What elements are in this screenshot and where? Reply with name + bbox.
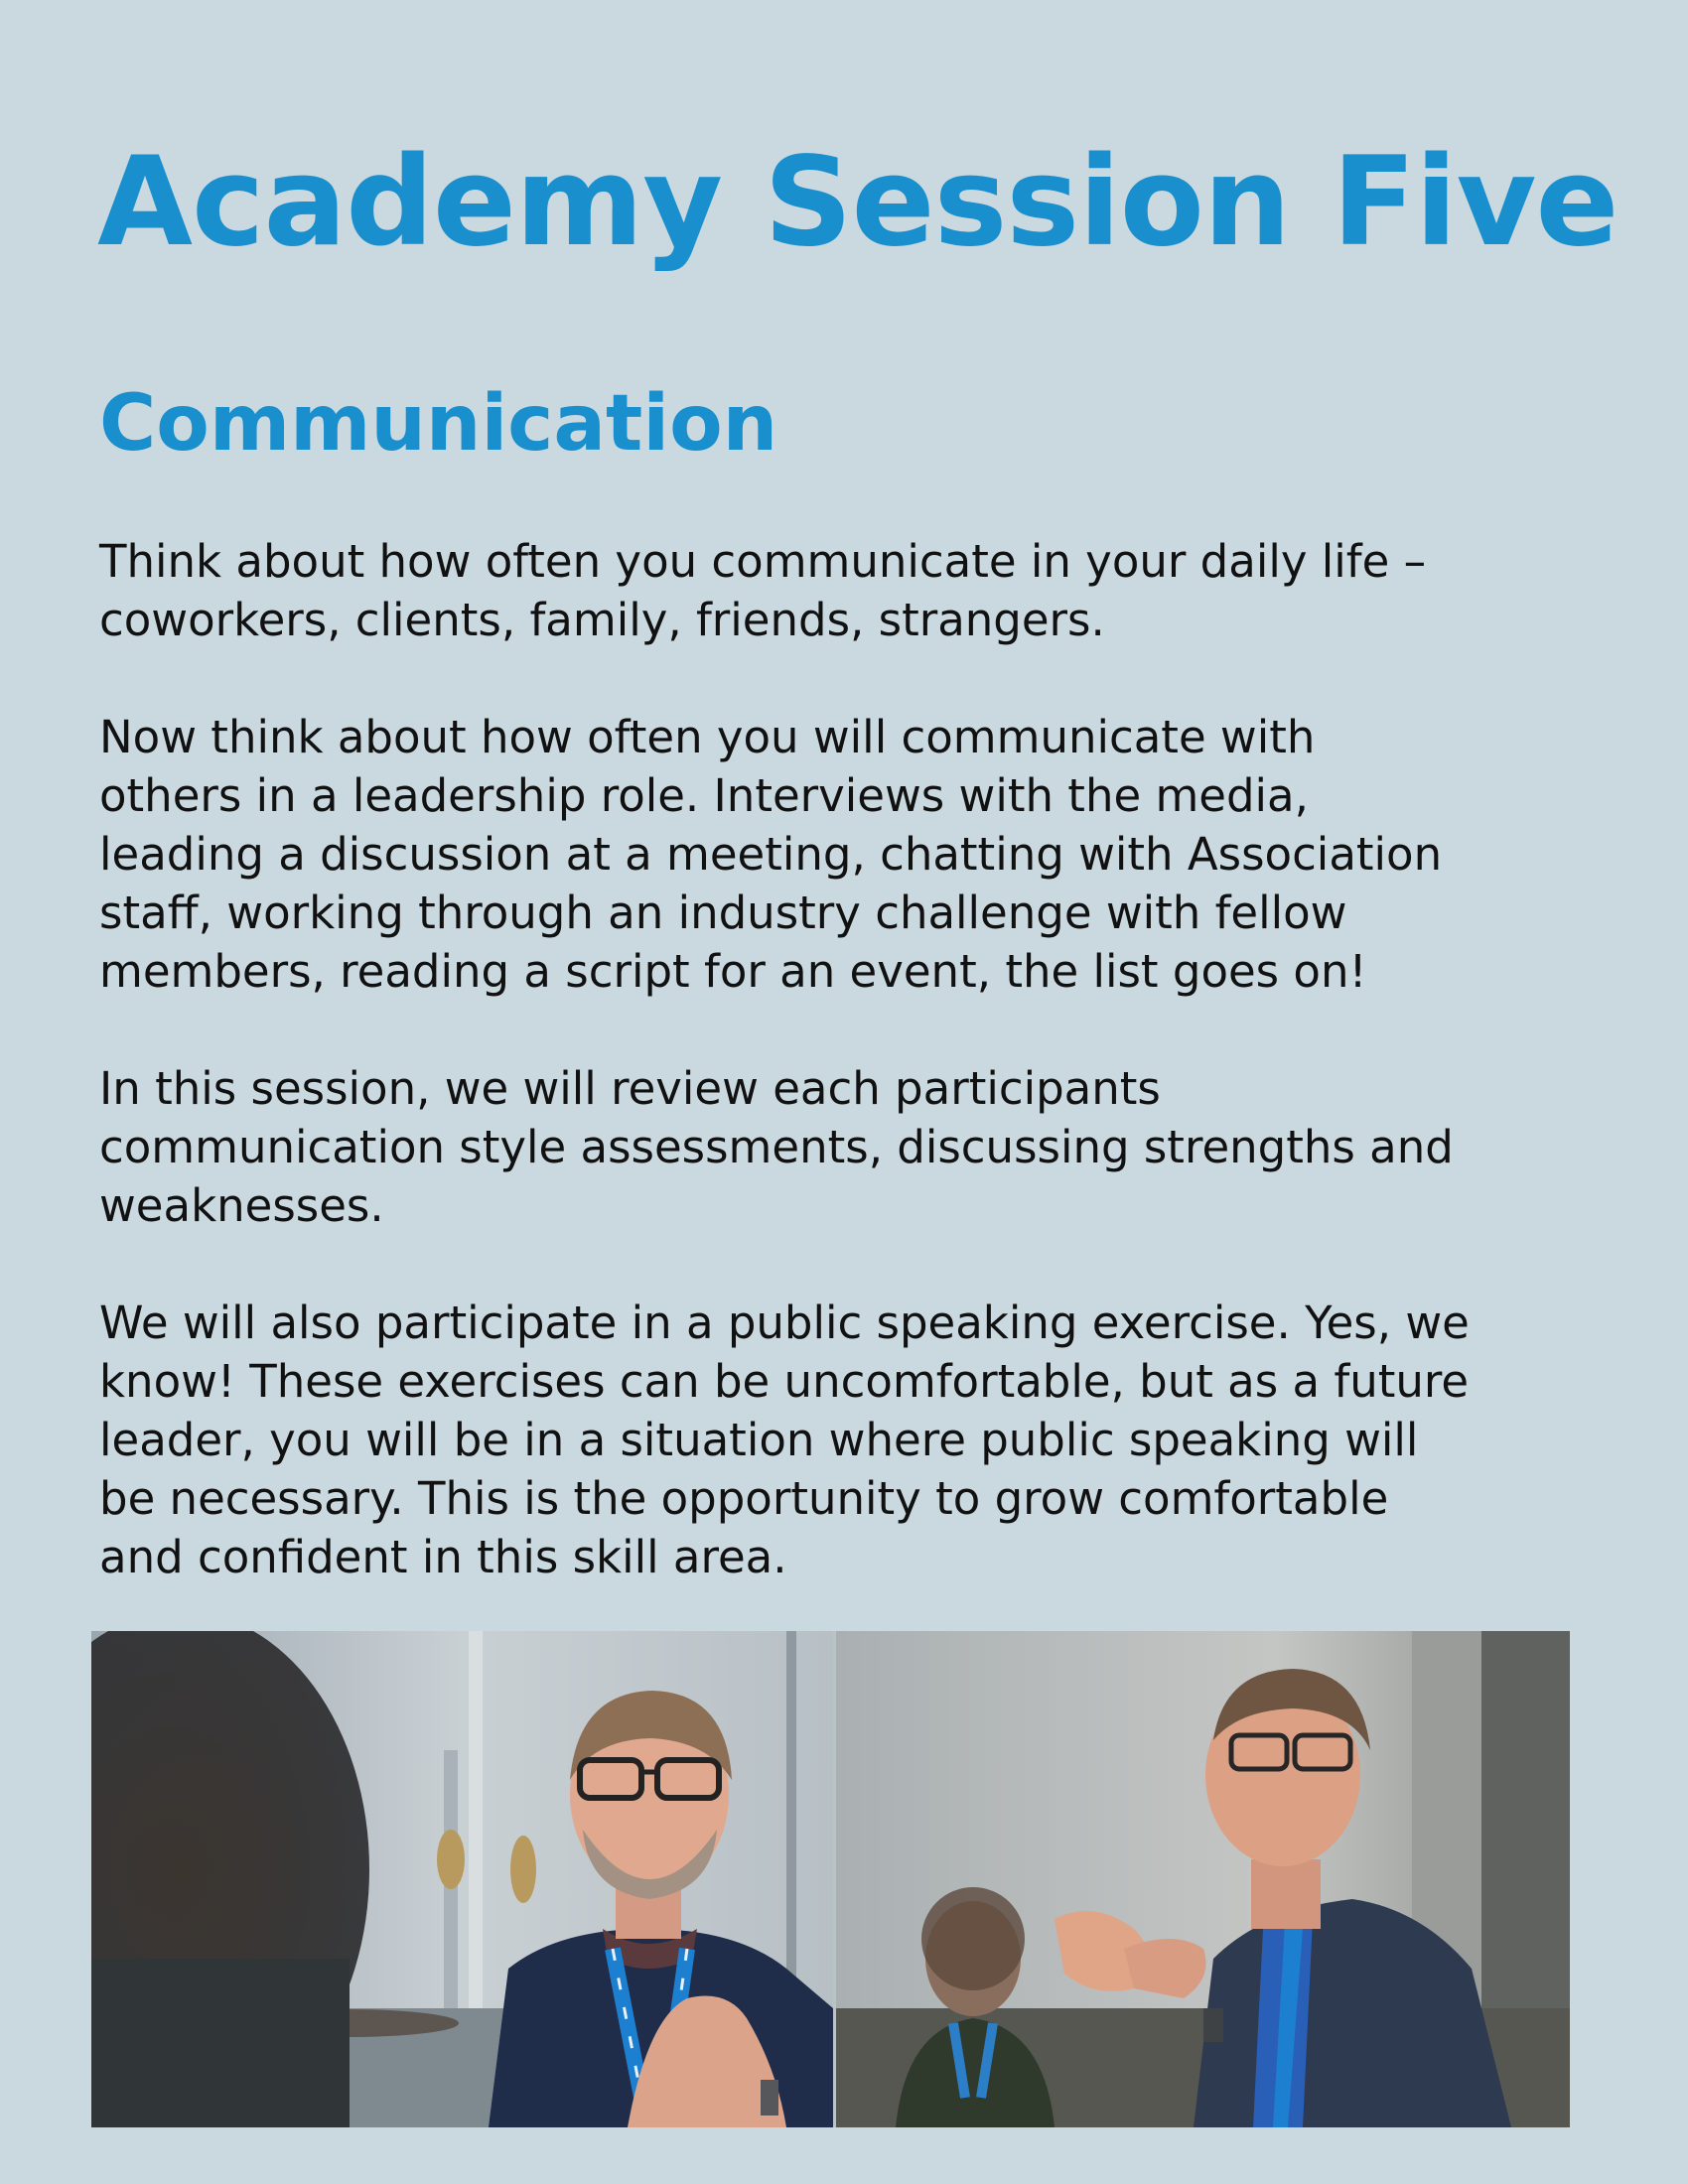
text-line: and confident in this skill area. (99, 1531, 787, 1583)
paragraph-leadership-communication (99, 708, 1648, 1001)
body-text (99, 532, 1648, 1645)
section-heading: Communication (99, 379, 778, 469)
text-line: staff, working through an industry challenge with fellow (99, 887, 1347, 939)
text-line: Now think about how often you will communicate with (99, 711, 1316, 763)
page-title: Academy Session Five (97, 131, 1618, 274)
text-line: leader, you will be in a situation where public speaking will (99, 1414, 1419, 1466)
paragraph-assessments (99, 1059, 1648, 1235)
photo-strip (91, 1631, 1570, 2127)
text-line: others in a leadership role. Interviews with the media, (99, 769, 1309, 822)
text-line: weaknesses. (99, 1179, 384, 1232)
photo-seated-participant (91, 1631, 833, 2127)
text-line: Think about how often you communicate in your daily life – (99, 535, 1427, 588)
photo-presenter (836, 1631, 1570, 2127)
text-line: We will also participate in a public speaking exercise. Yes, we (99, 1297, 1470, 1349)
text-line: In this session, we will review each participants (99, 1062, 1161, 1115)
paragraph-daily-communication (99, 532, 1648, 649)
text-line: coworkers, clients, family, friends, strangers. (99, 594, 1105, 646)
paragraph-public-speaking (99, 1294, 1648, 1586)
text-line: be necessary. This is the opportunity to grow comfortable (99, 1472, 1389, 1525)
text-line: members, reading a script for an event, the list goes on! (99, 945, 1367, 998)
text-line: know! These exercises can be uncomfortable, but as a future (99, 1355, 1470, 1408)
text-line: communication style assessments, discussing strengths and (99, 1121, 1454, 1173)
text-line: leading a discussion at a meeting, chatting with Association (99, 828, 1443, 881)
